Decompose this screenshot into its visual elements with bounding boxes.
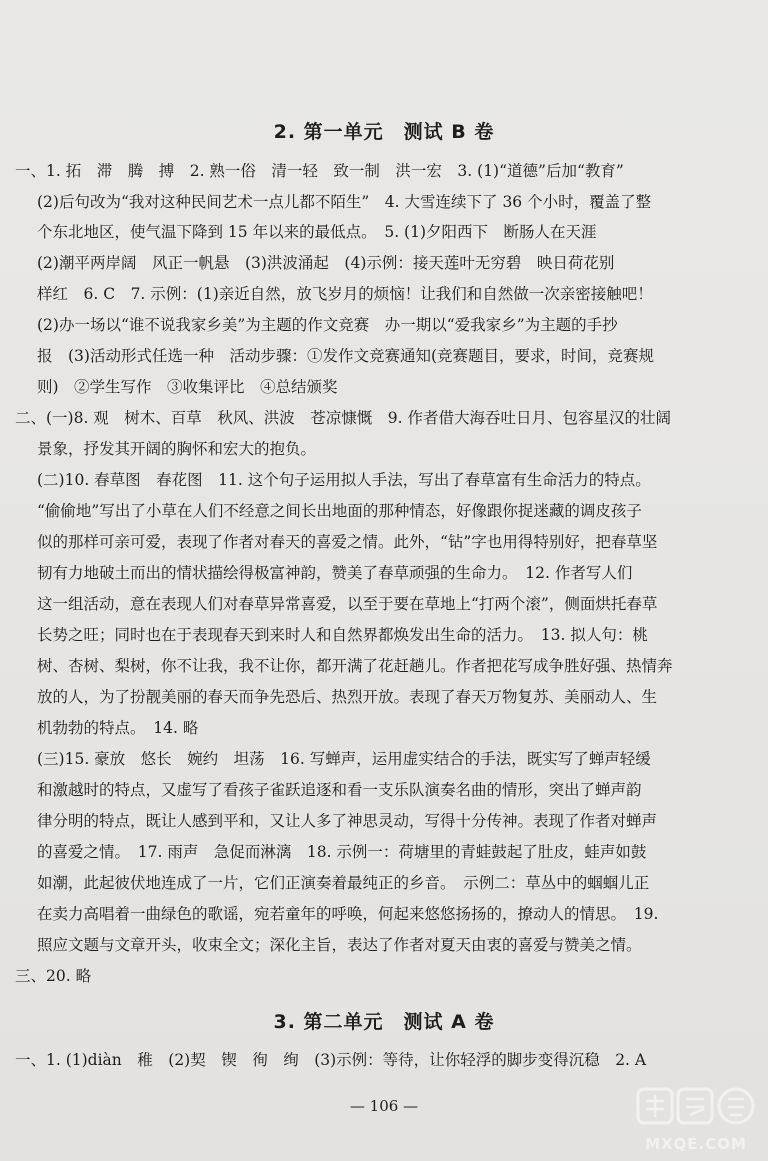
text-line: 机勃勃的特点。 14. 略 (37, 719, 199, 737)
text-line: 则) ②学生写作 ③收集评比 ④总结颁奖 (37, 378, 338, 396)
text-line: 韧有力地破土而出的情状描绘得极富神韵，赞美了春草顽强的生命力。 12. 作者写人们 (37, 564, 633, 582)
text-line: 的喜爱之情。 17. 雨声 急促而淋漓 18. 示例一：荷塘里的青蛙鼓起了肚皮，蛙声如鼓 (37, 843, 647, 861)
text-line: 个东北地区，使气温下降到 15 年以来的最低点。 5. (1)夕阳西下 断肠人在天涯 (37, 223, 597, 241)
watermark-url: MXQE.COM (645, 1135, 747, 1153)
text-line: 如潮，此起彼伏地连成了一片，它们正演奏着最纯正的乡音。 示例二：草丛中的蝈蝈儿正 (37, 874, 650, 892)
text-line: 报 (3)活动形式任选一种 活动步骤：①发作文竞赛通知(竞赛题目，要求，时间，竞赛规 (37, 347, 655, 365)
text-line: (三)15. 豪放 悠长 婉约 坦荡 16. 写蝉声，运用虚实结合的手法，既实写了蝉声轻缓 (37, 750, 651, 768)
text-line: 和激越时的特点，又虚写了看孩子雀跃追逐和看一支乐队演奏名曲的情形，突出了蝉声韵 (37, 781, 642, 799)
text-line: 放的人，为了扮靓美丽的春天而争先恐后、热烈开放。表现了春天万物复苏、美丽动人、生 (37, 688, 658, 706)
section-heading-unit1-test-b: 2. 第一单元 测试 B 卷 (273, 121, 495, 143)
text-line: 景象，抒发其开阔的胸怀和宏大的抱负。 (37, 440, 317, 458)
text-line: 律分明的特点，既让人感到平和，又让人多了神思灵动，写得十分传神。表现了作者对蝉声 (37, 812, 658, 830)
text-line: 二、(一)8. 观 树木、百草 秋风、洪波 苍凉慷慨 9. 作者借大海吞吐日月、包容星汉的壮阔 (15, 409, 672, 427)
text-line: 照应文题与文章开头，收束全文；深化主旨，表达了作者对夏天由衷的喜爱与赞美之情。 (37, 936, 642, 954)
text-line: “偷偷地”写出了小草在人们不经意之间长出地面的那种情态，好像跟你捉迷藏的调皮孩子 (37, 502, 642, 520)
text-line: 三、20. 略 (15, 967, 92, 985)
text-line: 样红 6. C 7. 示例：(1)亲近自然，放飞岁月的烦恼！让我们和自然做一次亲密接触吧！ (37, 285, 653, 303)
page-number: — 106 — (349, 1097, 419, 1115)
text-line: (2)潮平两岸阔 风正一帆悬 (3)洪波涌起 (4)示例：接天莲叶无穷碧 映日荷花别 (37, 254, 615, 272)
text-line: (2)后句改为“我对这种民间艺术一点儿都不陌生” 4. 大雪连续下了 36 个小时，覆盖了整 (37, 193, 652, 211)
text-line: (2)办一场以“谁不说我家乡美”为主题的作文竞赛 办一期以“爱我家乡”为主题的手抄 (37, 316, 618, 334)
text-line: 树、杏树、梨树，你不让我，我不让你，都开满了花赶趟儿。作者把花写成争胜好强、热情奔 (37, 657, 673, 675)
text-line: 一、1. (1)diàn 稚 (2)契 锲 徇 绚 (3)示例：等待，让你轻浮的脚步变得沉稳 2. A (15, 1051, 647, 1069)
text-line: 一、1. 拓 滞 腾 搏 2. 熟一俗 清一轻 致一制 洪一宏 3. (1)“道德”后加“教育” (15, 162, 624, 180)
text-line: (二)10. 春草图 春花图 11. 这个句子运用拟人手法，写出了春草富有生命活力的特点。 (37, 471, 651, 489)
text-line: 长势之旺；同时也在于表现春天到来时人和自然界都焕发出生命的活力。 13. 拟人句：桃 (37, 626, 648, 644)
text-line: 这一组活动，意在表现人们对春草异常喜爱，以至于要在草地上“打两个滚”，侧面烘托春草 (37, 595, 658, 613)
text-line: 在卖力高唱着一曲绿色的歌谣，宛若童年的呼唤，何起来悠悠扬扬的，撩动人的情思。 19. (37, 905, 659, 923)
watermark-logo (632, 1085, 760, 1155)
watermark-logo-icon (638, 1089, 753, 1123)
section-heading-unit2-test-a: 3. 第二单元 测试 A 卷 (273, 1011, 495, 1033)
text-line: 似的那样可亲可爱，表现了作者对春天的喜爱之情。此外，“钻”字也用得特别好，把春草坚 (37, 533, 658, 551)
